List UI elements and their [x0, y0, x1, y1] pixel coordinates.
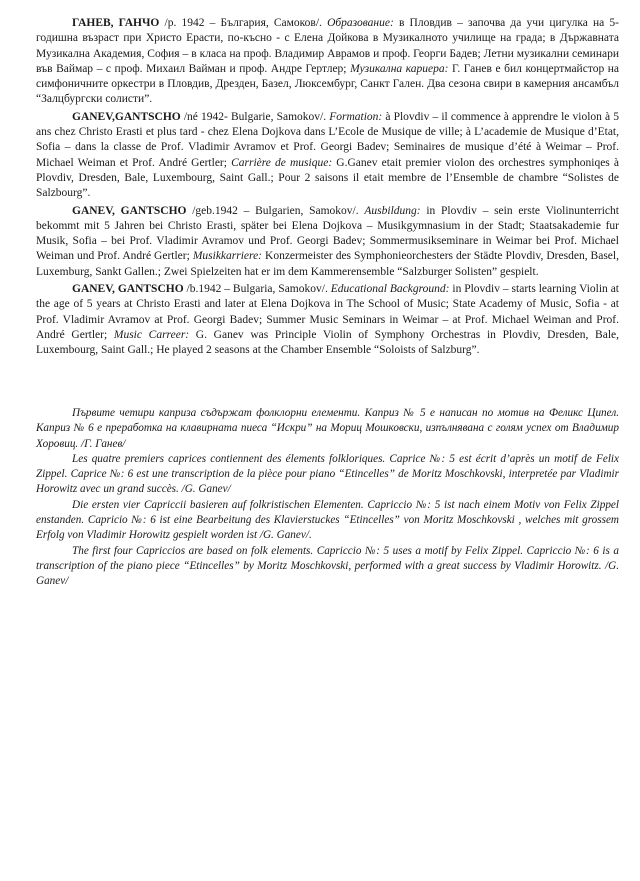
biography-label: Ausbildung: — [364, 204, 421, 217]
caprice-note-bulgarian: Първите четири каприза съдържат фолклорни елементи. Каприз № 5 е написан по мотив на Феликс Ципел. Каприз № 6 е преработка на клавирната пиеса “Искри” на Мориц Мошковски, изпълнявана с голям успех от Владимир Хоровиц. /Г. Ганев/ — [36, 407, 619, 450]
biography-german — [36, 204, 619, 280]
biography-french — [36, 110, 619, 202]
caprice-note-french: Les quatre premiers caprices contiennent des élements folkloriques. Caprice №: 5 est écrit d’après un motif de Felix Zippel. Caprice №: 6 est une transcription de la pièce pour piano “Etincelles” de Moritz Moschkovski, interpretée par Vladimir Horowitz avec un grand succès. /G. Ganev/ — [36, 452, 619, 496]
biography-label: Music Carreer: — [113, 328, 190, 341]
biography-label: Музикална кариера: — [350, 62, 449, 75]
biography-text: Г. Ганев е бил концертмайстор на симфоничните оркестри в Пловдив, Дрезден, Базел, Люксембург, Санкт Гален. Два сезона свири в камерния ансамбъл “Залцбургски солисти”. — [36, 62, 620, 106]
caprice-note-german: Die ersten vier Capriccii basieren auf folkristischen Elementen. Capriccio №: 5 ist nach einem Motiv von Felix Zippel enstanden. Capricio №: 6 ist eine Bearbeitung des Klavierstuckes “Etincelles” von Moritz Moschkovski , welches mit grossem Erfolg von Vladimir Horowitz gespielt worden ist /G. Ganev/. — [36, 498, 619, 542]
biography-english — [36, 282, 619, 358]
biography-intro: /р. 1942 – България, Самоков/. — [159, 17, 328, 29]
biography-text: Konzermeister des Symphonieorchesters der Städte Plovdiv, Dresden, Basel, Luxemburg, Sankt Gallen.; Zwei Spielzeiten hat er im dem Kammerensemble “Salzburger Solisten” gespielt. — [36, 250, 619, 278]
caprice-note-english: The first four Capriccios are based on folk elements. Capriccio №: 5 uses a motif by Felix Zippel. Capriccio №: 6 is a transcription of the piano piece “Etincelles” by Moritz Moschkovski, performed with a great success by Vladimir Horowitz. /G. Ganev/ — [36, 544, 619, 588]
biography-label: Образование: — [327, 17, 394, 29]
biography-text: in Plovdiv – sein erste Violinunterricht bekommt mit 5 Jahren bei Christo Erasti, später bei Elena Dojkova – Musikgymnasium in der Stadt; Staatsakademie fur Musik, Sofia – bei Prof. Vladimir Avramov und Prof. Georgi Badev; Sommermusikseminare in Weimar bei Prof. Michael Weiman und Prof. André Gertler; — [36, 204, 619, 263]
biography-name: GANEV, GANTSCHO — [72, 283, 184, 296]
biography-name: GANEV,GANTSCHO — [72, 110, 181, 123]
biography-label: Educational Background: — [330, 283, 450, 296]
biography-text: G. Ganev was Principle Violin of Symphony Orchestras in Plovdiv, Dresden, Bale, Luxembourg, Saint Gall.; He played 2 seasons at the Chamber Ensemble “Soloists of Salzburg”. — [36, 328, 620, 357]
biography-intro: /né 1942- Bulgarie, Samokov/. — [180, 110, 330, 123]
biography-text: в Пловдив – започва да учи цигулка на 5-годишна възраст при Христо Ерасти, по-късно - с Елена Дойкова в Музикалното училище на града; в Държавната Музикална Академия, София – в класа на проф. Владимир Аврамов и проф. Георги Бадев; Летни музикални семинари във Ваймар – с проф. Михаил Вайман и проф. Андре Гертлер; — [36, 17, 619, 75]
biography-text: G.Ganev etait premier violon des orchestres symphoniqes à Plovdiv, Dresden, Bale, Luxembourg, Saint Gall.; Pour 2 saisons il etait membre de l’Ensemble de chambre “Solistes de Salzbourg”. — [36, 156, 619, 200]
biography-label: Carrière de musique: — [231, 156, 333, 169]
biography-text: à Plovdiv – il commence à apprendre le violon à 5 ans chez Christo Erasti et plus tard - chez Elena Dojkova dans L’Ecole de Musique de ville; à L’academie de Musique d’Etat, Sofia – dans la classe de Prof. Vladimir Avramov et Prof. Georgi Badev; Seminaires de musique d’été à Weimar – Prof. Michael Weiman et Prof. André Gertler; — [36, 110, 619, 169]
biography-intro: /b.1942 – Bulgaria, Samokov/. — [183, 283, 331, 296]
caprice-notes-section — [36, 406, 619, 590]
biography-intro: /geb.1942 – Bulgarien, Samokov/. — [186, 204, 365, 217]
biography-label: Formation: — [329, 110, 383, 123]
biography-text: in Plovdiv – starts learning Violin at the age of 5 years at Christo Erasti and later at Elena Dojkova in The School of Music; State Academy of Music, Sofia - at Prof. Vladimir Avramov at Prof. Georgi Badev; Summer Music Seminars in Weimar – at Prof. Michael Weiman and Prof. André Gertler; — [36, 283, 620, 341]
biography-bulgarian — [36, 16, 619, 108]
biography-name: GANEV, GANTSCHO — [72, 204, 187, 217]
biography-name: ГАНЕВ, ГАНЧО — [72, 17, 160, 29]
biography-section — [36, 16, 619, 361]
biography-label: Musikkarriere: — [192, 250, 263, 263]
